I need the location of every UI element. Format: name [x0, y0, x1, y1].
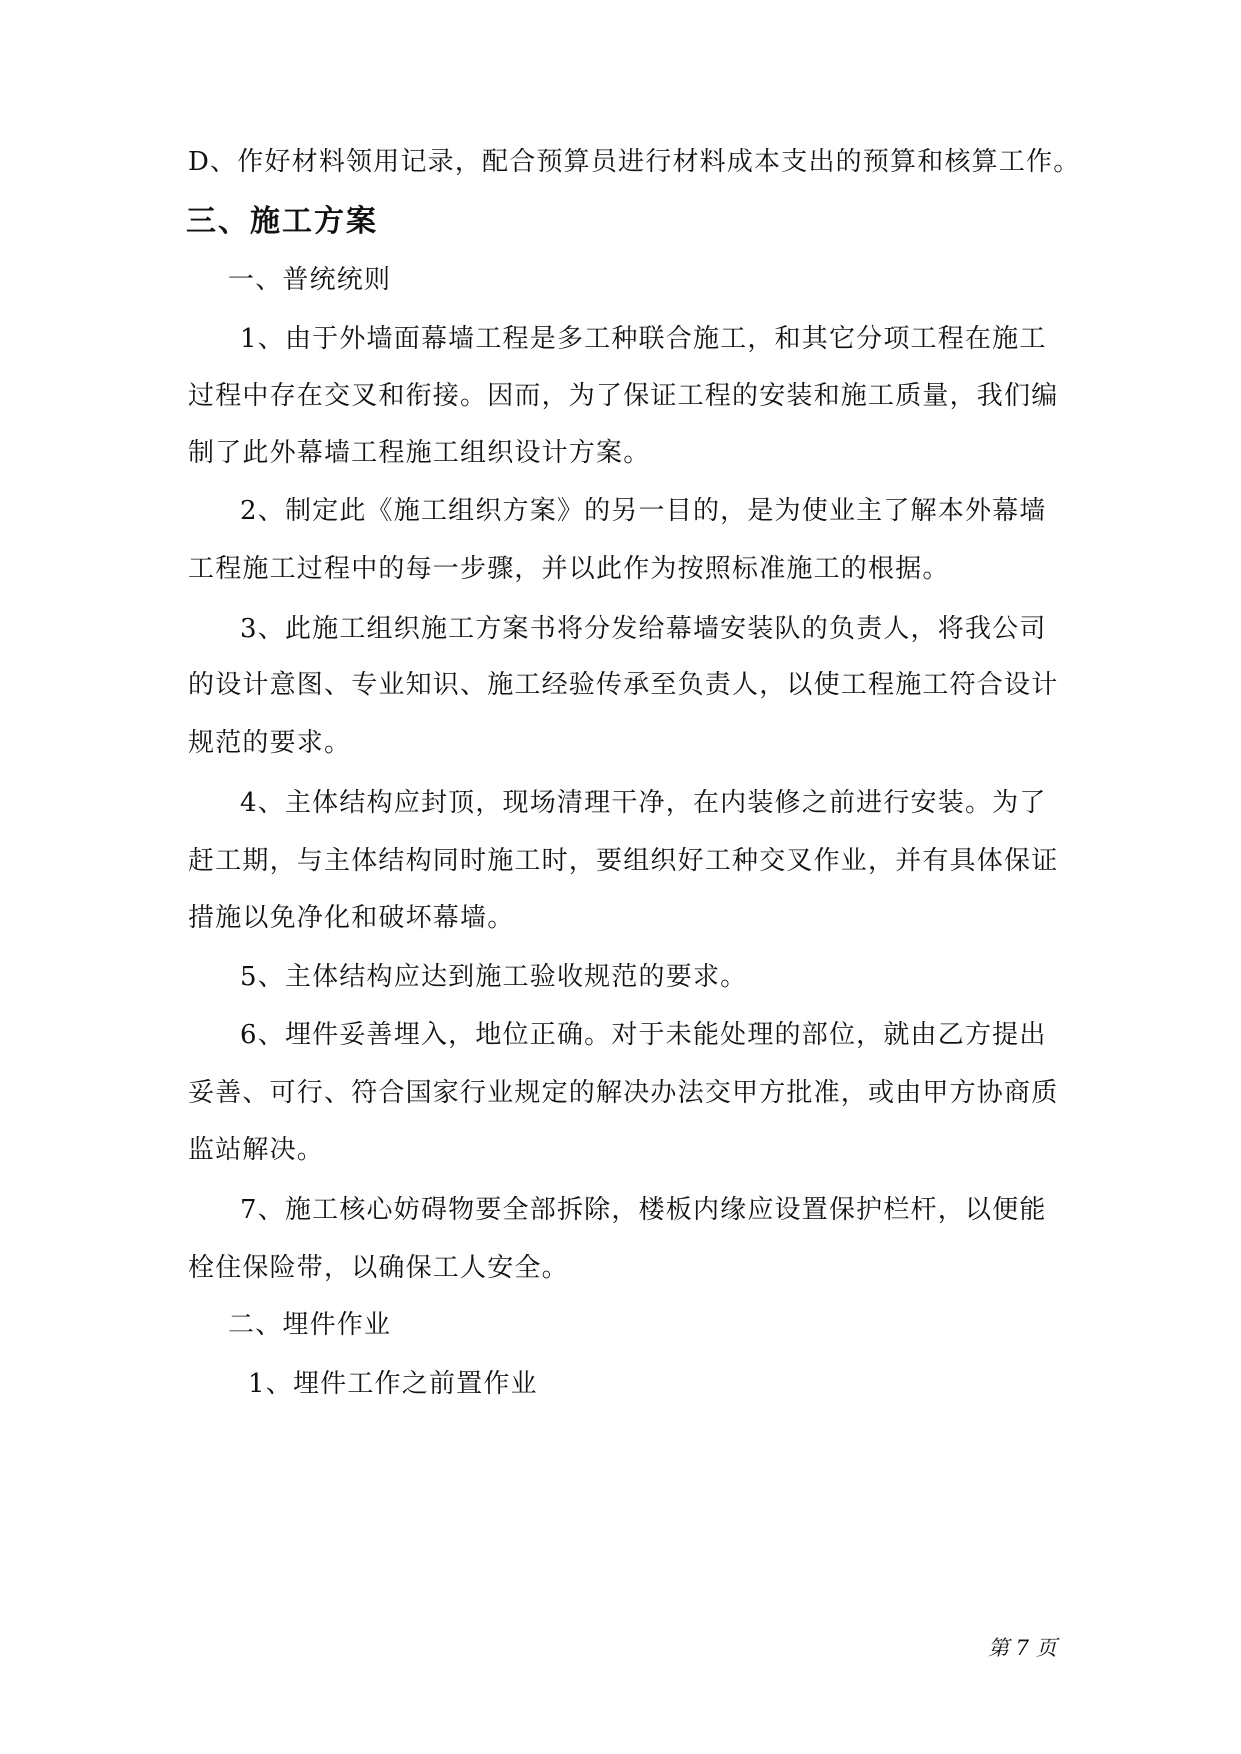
paragraph-7-line-1: 7、施工核心妨碍物要全部拆除，楼板内缘应设置保护栏杆，以便能 — [240, 1195, 1047, 1225]
page-number: 第 7 页 — [988, 1636, 1057, 1660]
paragraph-5-line-1: 5、主体结构应达到施工验收规范的要求。 — [240, 962, 748, 992]
paragraph-4-line-3: 措施以免净化和破坏幕墙。 — [188, 903, 515, 933]
paragraph-2-line-1: 2、制定此《施工组织方案》的另一目的，是为使业主了解本外幕墙 — [240, 496, 1047, 526]
paragraph-6-line-1: 6、埋件妥善埋入，地位正确。对于未能处理的部位，就由乙方提出 — [240, 1020, 1047, 1050]
paragraph-7-line-2: 栓住保险带，以确保工人安全。 — [188, 1253, 569, 1283]
paragraph-1-line-2: 过程中存在交叉和衔接。因而，为了保证工程的安装和施工质量，我们编 — [188, 381, 1059, 411]
paragraph-2-line-2: 工程施工过程中的每一步骤，并以此作为按照标准施工的根据。 — [188, 554, 950, 584]
paragraph-1-line-1: 1、由于外墙面幕墙工程是多工种联合施工，和其它分项工程在施工 — [240, 324, 1047, 354]
paragraph-6-line-2: 妥善、可行、符合国家行业规定的解决办法交甲方批准，或由甲方协商质 — [188, 1078, 1059, 1108]
paragraph-3-line-2: 的设计意图、专业知识、施工经验传承至负责人，以使工程施工符合设计 — [188, 670, 1059, 700]
subheading-general-rules: 一、普统统则 — [228, 265, 392, 295]
text-line-material-record: D、作好材料领用记录，配合预算员进行材料成本支出的预算和核算工作。 — [188, 147, 1081, 177]
paragraph-3-line-3: 规范的要求。 — [188, 728, 352, 758]
paragraph-1-line-3: 制了此外幕墙工程施工组织设计方案。 — [188, 438, 651, 468]
paragraph-4-line-2: 赶工期，与主体结构同时施工时，要组织好工种交叉作业，并有具体保证 — [188, 846, 1059, 876]
subheading-embedded-parts: 二、埋件作业 — [228, 1310, 392, 1340]
embedded-parts-item-1: 1、埋件工作之前置作业 — [248, 1369, 538, 1399]
paragraph-6-line-3: 监站解决。 — [188, 1135, 325, 1165]
section-heading: 三、施工方案 — [186, 204, 378, 239]
paragraph-3-line-1: 3、此施工组织施工方案书将分发给幕墙安装队的负责人，将我公司 — [240, 614, 1047, 644]
paragraph-4-line-1: 4、主体结构应封顶，现场清理干净，在内装修之前进行安装。为了 — [240, 788, 1047, 818]
